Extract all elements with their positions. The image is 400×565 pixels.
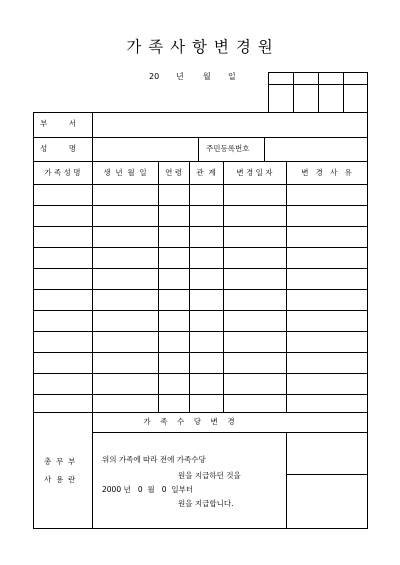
allowance-line-3: 2000 년 0 월 0 일부터 [102, 485, 194, 494]
allowance-line-2: 원을 지급하던 것을 [178, 471, 241, 480]
date-year-prefix: 20 [149, 72, 160, 81]
rrn-label: 주민등록번호 [206, 144, 250, 153]
col-relation: 관 계 [196, 168, 216, 177]
date-line [0, 73, 270, 113]
name-label: 성 명 [40, 144, 76, 153]
date-day: 일 [228, 72, 236, 81]
col-age: 연 령 [165, 168, 182, 177]
side-label-2: 사 용 란 [44, 475, 76, 484]
allowance-header: 가 족 수 당 변 경 [143, 417, 235, 426]
dept-label: 부 서 [40, 119, 76, 128]
date-month: 월 [203, 72, 211, 81]
allowance-line-4: 원을 지급합니다. [178, 499, 234, 508]
document-title: 가 족 사 항 변 경 원 [126, 38, 274, 56]
allowance-line-1: 위의 가족에 따라 전에 가족수당 [102, 455, 206, 464]
date-year: 년 [176, 72, 184, 81]
col-change-date: 변 경 일 자 [236, 168, 273, 177]
col-family-name: 가 족 성 명 [44, 168, 81, 177]
col-birthdate: 생 년 월 일 [103, 168, 147, 177]
side-label-1: 총 무 부 [44, 457, 76, 466]
col-change-reason: 변 경 사 유 [301, 168, 352, 177]
